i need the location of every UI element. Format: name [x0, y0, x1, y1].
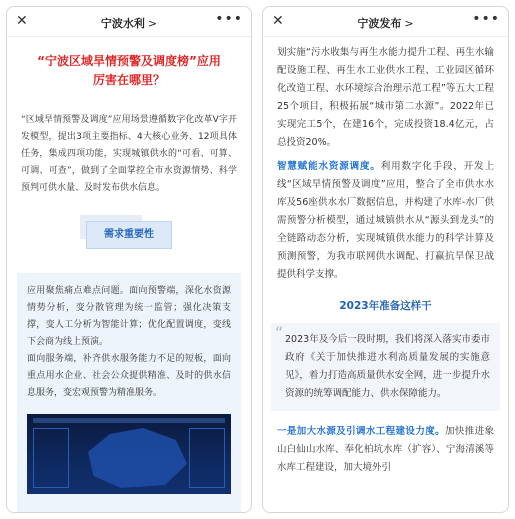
left-top-bar — [7, 7, 251, 37]
paragraph-3-text: 加快推进象山白仙山水库、奉化柏坑水库（扩容）、宁海清溪等水库工程建设，加大境外引 — [277, 426, 494, 473]
quote-block — [271, 323, 500, 411]
paragraph-2-highlight: 智慧赋能水资源调度。 — [277, 161, 381, 172]
close-icon[interactable]: ✕ — [16, 13, 28, 29]
account-name: 宁波发布 — [357, 17, 402, 30]
section-badge-label: 需求重要性 — [86, 221, 172, 249]
article-title-line1: “宁波区域旱情预警及调度榜”应用 — [37, 54, 221, 68]
section-badge — [86, 221, 172, 251]
more-options-icon[interactable]: ••• — [215, 11, 243, 27]
dashboard-left-panel — [33, 428, 69, 488]
dashboard-right-panel — [189, 428, 225, 488]
more-options-icon[interactable]: ••• — [472, 11, 500, 27]
right-article-window — [262, 6, 509, 513]
close-icon[interactable]: ✕ — [272, 13, 284, 29]
article-title — [17, 52, 241, 90]
chevron-right-icon: > — [404, 17, 414, 30]
paragraph-2 — [277, 158, 494, 284]
article-title-line2: 厉害在哪里？ — [92, 73, 165, 87]
intro-paragraph: “区域旱情预警及调度”应用场景遵循数字化改革V字开发模型，提出3项主要指标、4大核心业务、12项具体任务，集成四项功能，实现城镇供水的“可看、可算、可调、可查”，做到了全面掌控全市水资源情势、科学预判可供水量、及时发布供水信息。 — [21, 115, 237, 193]
section-heading: 2023年准备这样干 — [339, 300, 432, 312]
paragraph-3-highlight: 一是加大水源及引调水工程建设力度。 — [277, 426, 445, 437]
dashboard-header-bar — [33, 418, 225, 423]
left-article-content[interactable] — [7, 38, 251, 512]
info-panel — [17, 273, 241, 512]
panel-paragraph-1: 应用聚焦痛点难点问题。面向预警端，深化水资源情势分析，变分散管理为统一监管；强化决策支撑，变人工分析为智能计算；优化配置调度，变线下会商为线上预演。 — [27, 286, 231, 347]
chevron-right-icon: > — [147, 17, 158, 30]
paragraph-2-text: 利用数字化手段，开发上线“区域旱情预警及调度”应用，整合了全市供水水库及56座供水水厂数据信息，并构建了水库-水厂供需预警分析模型，通过城镇供水从“源头到龙头”的全链路动态分析，实现城镇供水能力的科学计算及预测预警，为我市联网供水调配、打赢抗旱保卫战提供科学支撑。 — [277, 161, 494, 280]
left-article-window — [6, 6, 252, 513]
dashboard-map — [77, 428, 187, 488]
panel-paragraph-2: 面向服务端，补齐供水服务能力不足的短板，面向重点用水企业、社会公众提供精准、及时的供水信息服务，变宏观预警为精准服务。 — [27, 354, 231, 398]
paragraph-3 — [277, 423, 494, 477]
quote-mark-icon: “ — [275, 323, 284, 342]
dashboard-screenshot-image[interactable] — [27, 414, 231, 494]
paragraph-1: 划实施“污水收集与再生水能力提升工程、再生水输配设施工程、再生水工业供水工程、工业园区循环化改造工程、水环境综合治理示范工程”等五大工程25个项目，积极拓展“城市第二水源”。2022年已实现完工5个，在建16个，完成投资18.4亿元，占总投资20%。 — [277, 47, 494, 148]
account-name: 宁波水利 — [100, 17, 145, 30]
quote-text: 2023年及今后一段时期，我们将深入落实市委市政府《关于加快推进水利高质量发展的实施意见》，着力打造高质量供水安全网，进一步提升水资源的统筹调配能力、供水保障能力。 — [285, 334, 490, 399]
right-top-bar — [263, 7, 508, 37]
right-article-content[interactable] — [263, 38, 508, 512]
